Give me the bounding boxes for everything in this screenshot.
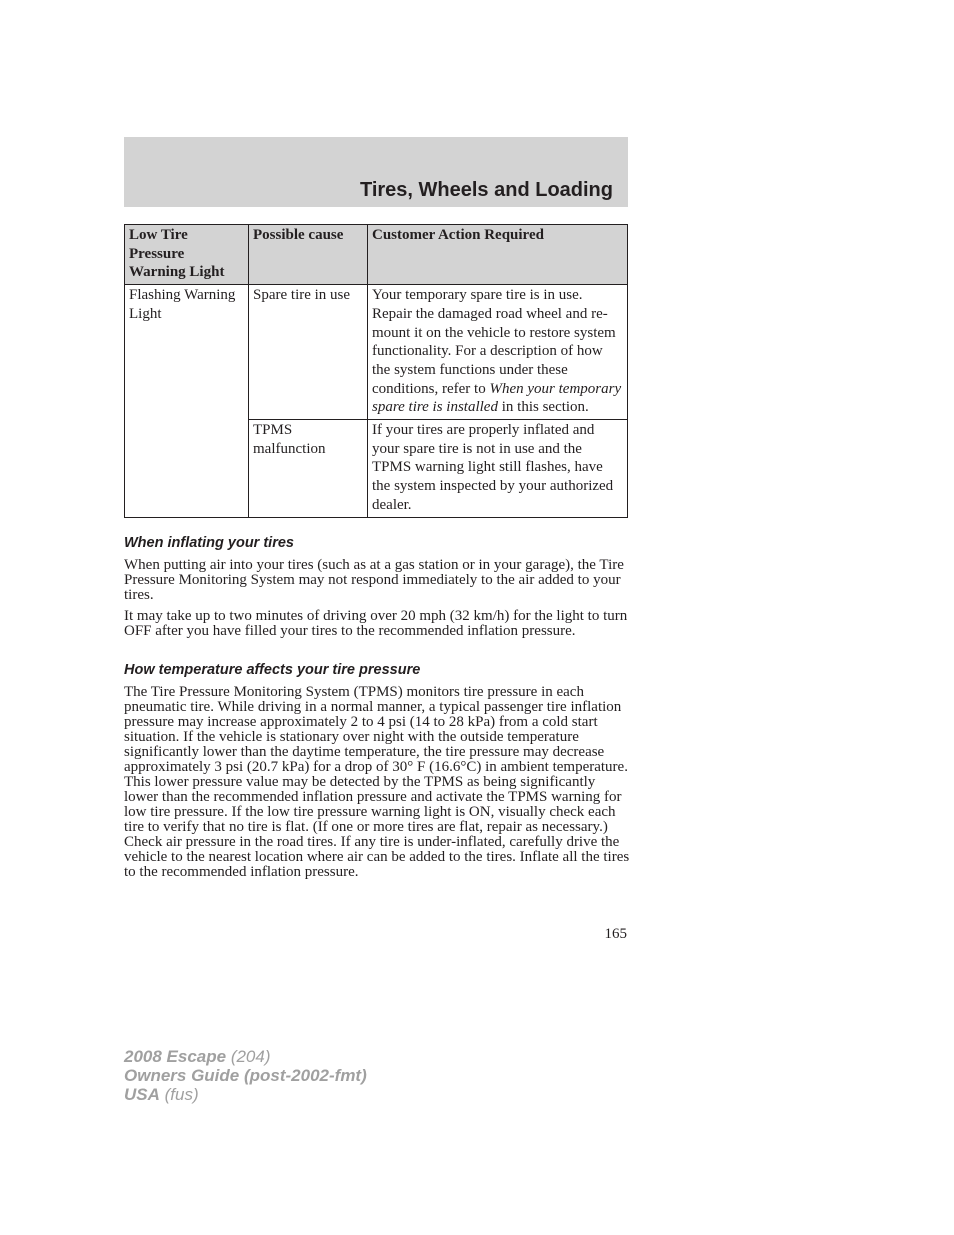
document-footer: [124, 1047, 367, 1104]
inflating-heading: When inflating your tires: [124, 535, 294, 551]
footer-model: 2008 Escape: [124, 1047, 227, 1066]
footer-model-code: (204): [226, 1047, 271, 1066]
section-reference: When your temporary spare tire is installed: [372, 380, 622, 416]
possible-cause-cell: Spare tire in use: [249, 285, 368, 420]
possible-cause-cell: TPMS malfunction: [249, 420, 368, 518]
warning-light-cell: Flashing Warning Light: [125, 285, 249, 517]
footer-guide: Owners Guide (post-2002-fmt): [124, 1066, 367, 1085]
temperature-paragraph: The Tire Pressure Monitoring System (TPMS) monitors tire pressure in each pneumatic tire. While driving in a normal manner, a typical passenger tire inflation pressure may increase approximately 2 to 4 psi (14 to 28 kPa) from a cold start situation. If the vehicle is stationary over night with the outside temperature significantly lower than the daytime temperature, the tire pressure may decrease approximately 3 psi (20.7 kPa) for a drop of 30° F (16.6°C) in ambient temperature. This lower pressure value may be detected by the TPMS as being significantly lower than the recommended inflation pressure and activate the TPMS warning for low tire pressure. If the low tire pressure warning light is ON, visually check each tire to verify that no tire is flat. (If one or more tires are flat, repair as necessary.) Check air pressure in the road tires. If any tire is under-inflated, carefully drive the vehicle to the nearest location where air can be added to the tires. Inflate all the tires to the recommended inflation pressure.: [124, 684, 630, 880]
footer-model-line: [124, 1047, 367, 1066]
table-header-row: [125, 225, 628, 285]
section-title: Tires, Wheels and Loading: [359, 179, 613, 201]
footer-market-code: (fus): [159, 1085, 199, 1104]
footer-market-line: [124, 1085, 367, 1104]
customer-action-cell: If your tires are properly inflated and your spare tire is not in use and the TPMS warning light still flashes, have the system inspected by your authorized dealer.: [368, 420, 628, 518]
column-header-warning-light: Low Tire Pressure Warning Light: [125, 225, 249, 285]
tpms-warning-table: [124, 224, 628, 518]
section-header-band: [124, 137, 628, 207]
inflating-paragraph-2: It may take up to two minutes of driving over 20 mph (32 km/h) for the light to turn OFF after you have filled your tires to the recommended inflation pressure.: [124, 608, 628, 639]
customer-action-cell: [368, 285, 628, 420]
table-row: [125, 285, 628, 420]
temperature-heading: How temperature affects your tire pressure: [124, 662, 421, 678]
footer-guide-line: [124, 1066, 367, 1085]
action-text: Your temporary spare tire is in use. Repair the damaged road wheel and re-mount it on the vehicle to restore system functionality. For a description of how the system functions under these conditions, refer to: [372, 287, 616, 397]
footer-market: USA: [124, 1085, 160, 1104]
action-text-end: in this section.: [497, 399, 589, 416]
column-header-possible-cause: Possible cause: [249, 225, 368, 285]
column-header-customer-action: Customer Action Required: [368, 225, 628, 285]
page-number: 165: [604, 926, 627, 942]
inflating-paragraph-1: When putting air into your tires (such as at a gas station or in your garage), the Tire Pressure Monitoring System may not respond immediately to the air added to your tires.: [124, 557, 624, 603]
